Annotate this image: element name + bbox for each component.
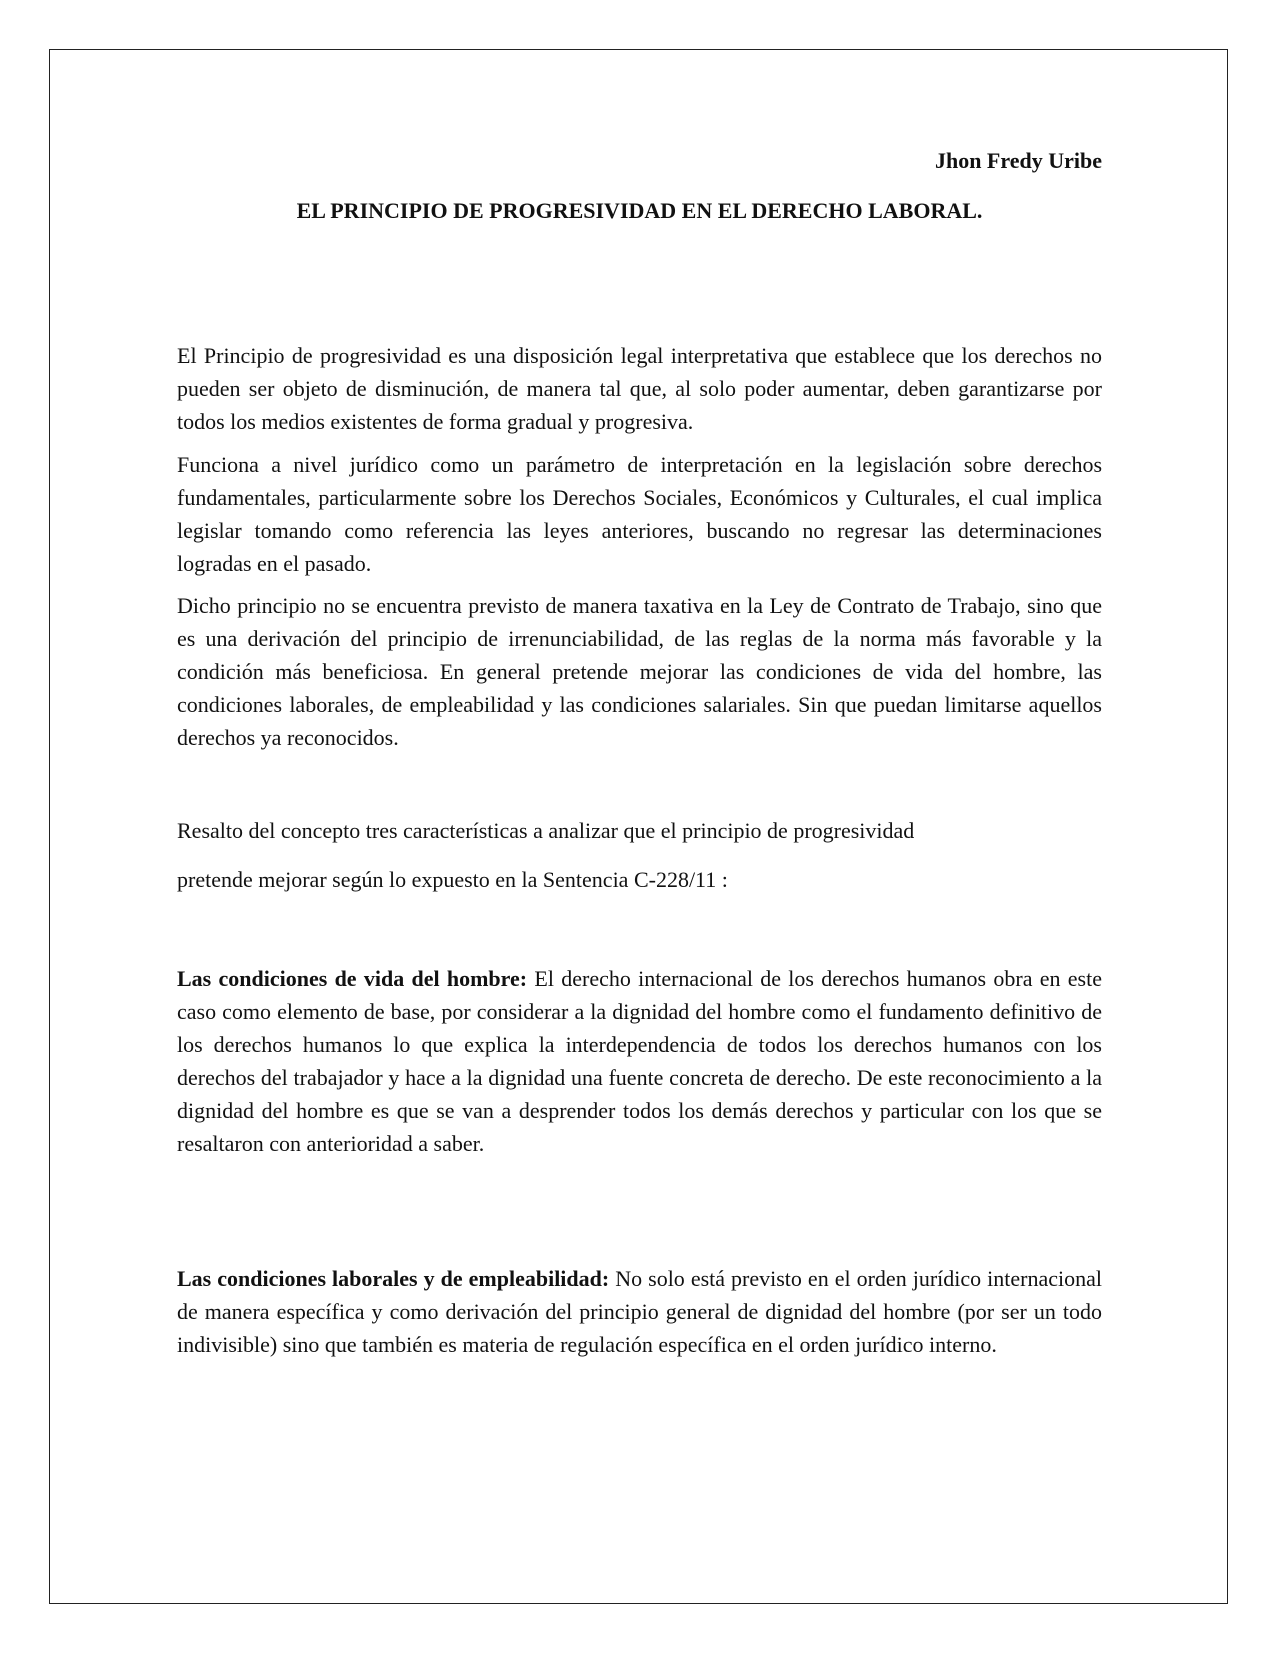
document-title: EL PRINCIPIO DE PROGRESIVIDAD EN EL DERECHO LABORAL. bbox=[296, 198, 983, 223]
section-heading-labor-conditions: Las condiciones laborales y de empleabilidad: bbox=[177, 1266, 610, 1291]
author-name: Jhon Fredy Uribe bbox=[934, 148, 1102, 173]
section-heading-living-conditions: Las condiciones de vida del hombre: bbox=[177, 966, 528, 991]
paragraph-6 bbox=[177, 1262, 1102, 1361]
paragraph-4-line-1: Resalto del concepto tres características a analizar que el principio de progresividad bbox=[177, 818, 915, 843]
paragraph-1: El Principio de progresividad es una disposición legal interpretativa que establece que los derechos no pueden ser objeto de disminución, de manera tal que, al solo poder aumentar, deben garantizarse por todos los medios existentes de forma gradual y progresiva. bbox=[177, 343, 1102, 434]
paragraph-4-line-2: pretende mejorar según lo expuesto en la Sentencia C-228/11 : bbox=[177, 867, 728, 892]
paragraph-5 bbox=[177, 962, 1102, 1160]
paragraph-3: Dicho principio no se encuentra previsto de manera taxativa en la Ley de Contrato de Trabajo, sino que es una derivación del principio de irrenunciabilidad, de las reglas de la norma más favorable y la condición más beneficiosa. En general pretende mejorar las condiciones de vida del hombre, las condiciones laborales, de empleabilidad y las condiciones salariales. Sin que puedan limitarse aquellos derechos ya reconocidos. bbox=[177, 593, 1102, 750]
paragraph-5-body: El derecho internacional de los derechos humanos obra en este caso como elemento de base, por considerar a la dignidad del hombre como el fundamento definitivo de los derechos humanos lo que explica la interdependencia de todos los derechos humanos con los derechos del trabajador y hace a la dignidad una fuente concreta de derecho. De este reconocimiento a la dignidad del hombre es que se van a desprender todos los demás derechos y particular con los que se resaltaron con anterioridad a saber. bbox=[177, 966, 1102, 1156]
paragraph-6-body: No solo está previsto en el orden jurídico internacional de manera específica y como derivación del principio general de dignidad del hombre (por ser un todo indivisible) sino que también es materia de regulación específica en el orden jurídico interno. bbox=[177, 1266, 1102, 1357]
paragraph-2: Funciona a nivel jurídico como un parámetro de interpretación en la legislación sobre derechos fundamentales, particularmente sobre los Derechos Sociales, Económicos y Culturales, el cual implica legislar tomando como referencia las leyes anteriores, buscando no regresar las determinaciones logradas en el pasado. bbox=[177, 452, 1102, 576]
